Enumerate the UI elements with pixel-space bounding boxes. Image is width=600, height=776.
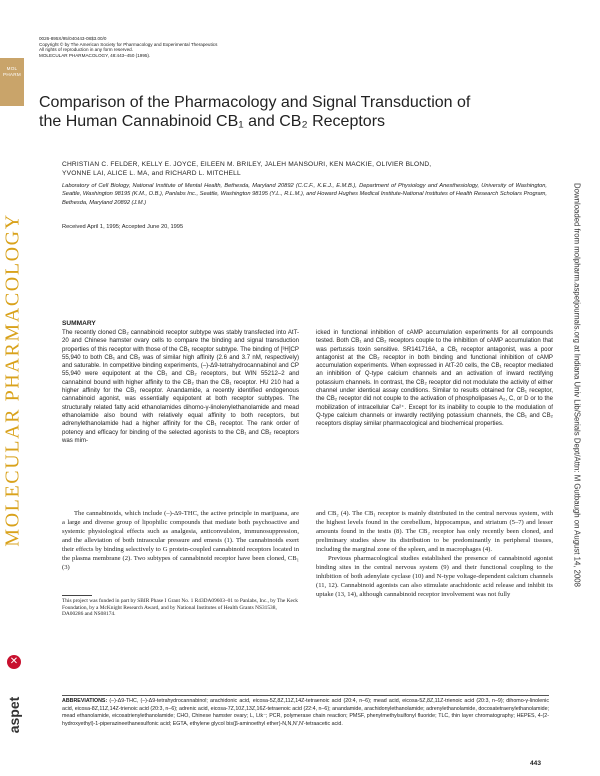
body-paragraph: The cannabinoids, which include (–)-Δ9-THC, the active principle in marijuana, are a large and diverse group of lipophilic compounds that mediate both psychoactive and systemic physiological effects such as analgesia, anticonvulsion, immunosuppression, and the alleviation of both intraocular pressure and emesis (1). The cannabinoids exert their effects by binding selectively to G protein-coupled cannabinoid receptors located in the plasma membrane (2). Two subtypes of cannabinoid receptor have been cloned, CB₁ (3) bbox=[62, 510, 299, 571]
abbreviations-block bbox=[62, 698, 549, 728]
journal-logo-band bbox=[0, 58, 24, 106]
publisher-logo bbox=[2, 655, 26, 750]
band-line: MOL bbox=[6, 66, 18, 71]
download-note-text: Downloaded from molpharm.aspetjournals.org at Indiana Univ Lib/Serials Dept/Attn: M Gutbaugh on August 14, 2008 bbox=[572, 183, 582, 587]
body-left-column bbox=[62, 509, 299, 572]
header-line: MOLECULAR PHARMACOLOGY, 48:443–450 (1995). bbox=[39, 52, 151, 58]
received-dates: Received April 1, 1995; Accepted June 20, 1995 bbox=[62, 224, 184, 230]
journal-header bbox=[39, 36, 399, 58]
header-line: 0026-895X/95/040443-08$3.00/0 bbox=[39, 36, 107, 41]
body-right-column bbox=[316, 509, 553, 599]
footnote-rule bbox=[62, 595, 92, 596]
header-line: All rights of reproduction in any form reserved. bbox=[39, 47, 133, 53]
authors-line: YVONNE LAI, ALICE L. MA, and RICHARD L. MITCHELL bbox=[62, 170, 241, 177]
summary-heading: SUMMARY bbox=[62, 320, 96, 327]
header-line: Copyright © by The American Society for Pharmacology and Experimental Therapeutics bbox=[39, 41, 218, 47]
abbreviations-label: ABBREVIATIONS: bbox=[62, 698, 108, 704]
title-line: Comparison of the Pharmacology and Signal Transduction of bbox=[39, 94, 471, 111]
aspet-x-icon: ✕ bbox=[7, 655, 21, 669]
journal-name-text: MOLECULAR PHARMACOLOGY bbox=[1, 213, 24, 547]
author-list bbox=[62, 160, 542, 178]
body-paragraph: and CB₂ (4). The CB₁ receptor is mainly distributed in the central nervous system, with the highest levels found in the cerebellum, hippocampus, and striatum (5–7) and lesser amounts found in the testis (8). The CB₂ receptor has only recently been cloned, and preliminary studies show its distribution to be predominantly in peripheral tissues, including the marginal zone of the spleen, and in macrophages (4). bbox=[316, 510, 553, 553]
band-line: PHARM bbox=[2, 71, 22, 77]
download-note bbox=[566, 165, 588, 605]
journal-name-vertical bbox=[0, 145, 26, 615]
body-paragraph: Previous pharmacological studies established the presence of cannabinoid agonist binding sites in the central nervous system (9) and their functional coupling to the inhibition of both adenylate cyclase (10) and N-type voltage-dependent calcium channels (11, 12). Cannabinoid agonists can also stimulate arachidonic acid release and inhibit its uptake (13, 14), although cannabinoid receptor involvement was not fully bbox=[316, 555, 553, 598]
summary-right-column: icked in functional inhibition of cAMP accumulation experiments for all compounds tested. Both CB₁ and CB₂ receptors couple to the inhibition of cAMP accumulation that was pertussis toxin sensitive. SR141716A, a CB₁ receptor antagonist, was a poor antagonist at the CB₂ receptor in both binding and functional inhibition of cAMP accumulation experiments. When expressed in AtT-20 cells, the CB₁ receptor mediated an inhibition of Q-type calcium channels and an activation of inward rectifying potassium channels. In contrast, the CB₂ receptor did not modulate the activity of either channel under identical assay conditions. Similar to results obtained for CB₁ receptor, the CB₂ receptor did not couple to the activation of phospholipases A₂, C, or D or to the mobilization of intracellular Ca²⁺. Except for its inability to couple to the modulation of Q-type calcium channels or inwardly rectifying potassium channels, the CB₁ and CB₂ receptors display similar pharmacological and biochemical properties. bbox=[316, 329, 553, 428]
funding-footnote: This project was funded in part by SBIR Phase I Grant No. 1 R43DA09603–01 to Panlabs, Inc., by The Keck Foundation, by a McKnight Research Award, and by National Institutes of Health Grants NS31538, DA00286 and NS08174. bbox=[62, 598, 299, 618]
affiliations: Laboratory of Cell Biology, National Institute of Mental Health, Bethesda, Maryland 20892 (C.C.F., K.E.J., E.M.B.), Department of Physiology and Anesthesiology, University of Washington, Seattle, Washington 98195 (K.M., O.B.), Panlabs Inc., Seattle, Washington 98195 (Y.L., R.L.M.), and Howard Hughes Medical Institute-National Institutes of Health Research Scholars Program, Bethesda, Maryland 20892 (J.M.) bbox=[62, 183, 547, 206]
title-line: the Human Cannabinoid CB₁ and CB₂ Receptors bbox=[39, 113, 386, 130]
authors-line: CHRISTIAN C. FELDER, KELLY E. JOYCE, EILEEN M. BRILEY, JALEH MANSOURI, KEN MACKIE, OLIVIER BLOND, bbox=[62, 161, 432, 168]
summary-left-column: The recently cloned CB₂ cannabinoid receptor subtype was stably transfected into AtT-20 and Chinese hamster ovary cells to compare the binding and signal transduction properties of this receptor with those of the CB₁ receptor subtype. The binding of [³H]CP 55,940 to both CB₁ and CB₂ was of similar high affinity (2.6 and 3.7 nM, respectively) and saturable. In competitive binding experiments, (–)-Δ9-tetrahydrocannabinol and CP 55,940 were equipotent at the CB₁ and CB₂ receptors, but WIN 55212–2 and cannabinol bound with higher affinity to the CB₂ than the CB₁ receptor. HU 210 had a higher affinity for the CB₁ receptor. Anandamide, a recently identified endogenous cannabinoid agonist, was essentially equipotent at both receptor subtypes. The structurally related fatty acid ethanolamides dihomo-γ-linolenylethanolamide and mead ethanolamide also bound with relatively equal affinity to both receptors, but adrenylethanolamide had a higher affinity for the CB₁ receptor. The rank order of potency and efficacy for binding of the selected agonists to the CB₁ and CB₂ receptors was mim- bbox=[62, 329, 299, 444]
article-title bbox=[39, 93, 539, 131]
abbreviations-rule bbox=[62, 695, 549, 696]
page-number: 443 bbox=[530, 760, 542, 767]
publisher-logo-text: aspet bbox=[6, 696, 22, 734]
abbreviations-text: (–)-Δ9-THC, (–)-Δ9-tetrahydrocannabinol; arachidonic acid, eicosa-5Z,8Z,11Z,14Z-tetraenoic acid (20:4, n–6); mead acid, eicosa-5Z,8Z,11Z-trienoic acid (20:3, n–9); dihomo-γ-linolenic acid, eicosa-8Z,11Z,14Z-trienoic acid (20:3, n–6); adrenic acid, eicosa-7Z,10Z,13Z,16Z-tetraenoic acid (22:4, n–6); anandamide, arachidonylethanolamide; adrenylethanolamide, docosatetraenylethanolamide; mead ethanolamide, eicosatrienylethanolamide; CHO, Chinese hamster ovary; L, Ltk⁻; PCR, polymerase chain reaction; PMSF, phenylmethylsulfonyl fluoride; TLC, thin layer chromatography; HEPES, 4-(2-hydroxyethyl)-1-piperazineethanesulfonic acid; EGTA, ethylene glycol bis(β-aminoethyl ether)-N,N,N′,N′-tetraacetic acid. bbox=[62, 698, 549, 727]
